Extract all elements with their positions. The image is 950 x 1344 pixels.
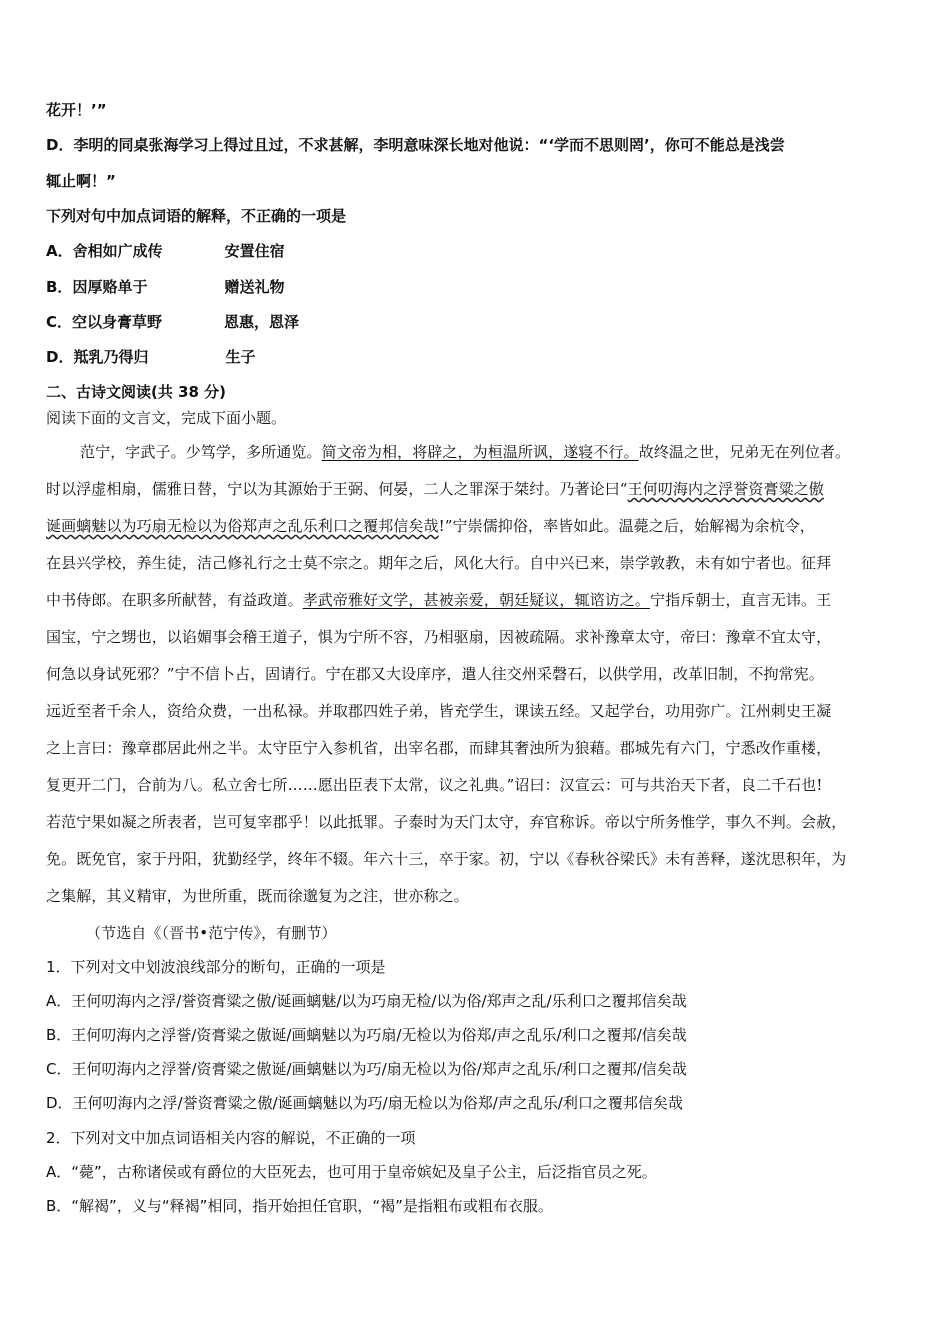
underlined-sentence: 孝武帝雅好文学，甚被亲爱，朝廷疑议，辄谘访之。 [302, 591, 651, 609]
option-label: B． [46, 278, 73, 296]
wavy-underlined-text: 王何叨海内之浮誉资膏粱之傲 [627, 480, 824, 498]
passage-text: 故终温之世，兄弟无在列位者。 [638, 443, 851, 461]
passage-line-11: 若范宁果如凝之所表者，岂可复宰郡乎！以此抵罪。子泰时为天门太守，弃官称诉。帝以宁所务惟学，事久不判。会赦， [46, 813, 847, 831]
passage-line-4: 在县兴学校，养生徒，洁己修礼行之士莫不宗之。期年之后，风化大行。自中兴已来，崇学敦教，未有如宁者也。征拜 [46, 554, 832, 572]
section-intro: 阅读下面的文言文，完成下面小题。 [46, 409, 287, 427]
q1-option-c: C．王何叨海内之浮誉/资膏粱之傲诞/画螭魅以为巧/扇无检以为俗/郑声之乱乐/利口之覆邦/信矣哉 [46, 1060, 687, 1078]
passage-line-2 [46, 479, 824, 499]
passage-text: 中书侍郎。在职多所献替，有益政道。 [46, 591, 303, 609]
wavy-underlined-text: 诞画螭魅以为巧扇无检以为俗郑声之乱乐利口之覆邦信矣哉 [46, 517, 439, 535]
passage-line-5 [46, 590, 831, 610]
passage-line-9: 之上言曰：豫章郡居此州之半。太守臣宁入参机省，出宰名郡，而肆其奢浊所为狼藉。郡城先有六门，宁悉改作重楼， [46, 739, 832, 757]
passage-line-1 [80, 442, 850, 462]
q1-stem: 1．下列对文中划波浪线部分的断句，正确的一项是 [46, 958, 386, 976]
section-heading: 二、古诗文阅读(共 38 分) [46, 383, 227, 401]
passage-line-12: 免。既免官，家于丹阳，犹勤经学，终年不辍。年六十三，卒于家。初，宁以《春秋谷梁氏》未有善释，遂沈思积年，为 [46, 850, 847, 868]
passage-text: 时以浮虚相扇，儒雅日替，宁以为其源始于王弼、何晏，二人之罪深于桀纣。乃著论曰“ [46, 480, 628, 498]
underlined-sentence: 简文帝为相，将辟之，为桓温所讽，遂寝不行。 [321, 443, 639, 461]
option-d [46, 347, 255, 367]
passage-line-10: 复更开二门，合前为八。私立舍七所……愿出臣表下太常，议之礼典。”诏曰：汉宣云：可与共治天下者，良二千石也! [46, 776, 823, 794]
option-phrase: 因厚赂单于 [72, 278, 148, 296]
option-phrase: 舍相如广成传 [72, 242, 163, 260]
prev-option-d-cont: 辄止啊！” [46, 172, 116, 190]
prev-option-d-line: D．李明的同桌张海学习上得过且过，不求甚解，李明意味深长地对他说：“‘学而不思则罔’，你可不能总是浅尝 [46, 136, 785, 154]
option-c [46, 312, 299, 332]
option-b [46, 277, 284, 297]
q2-option-b: B．“解褐”，义与“释褐”相同，指开始担任官职，“褐”是指粗布或粗布衣服。 [46, 1197, 553, 1215]
prev-answer-tail: 花开！’” [46, 101, 107, 119]
q1-option-d: D．王何叨海内之浮/誉资膏粱之傲/诞画螭魅以为巧/扇无检以为俗郑/声之乱乐/利口之覆邦信矣哉 [46, 1094, 683, 1112]
passage-line-13: 之集解，其义精审，为世所重，既而徐邈复为之注，世亦称之。 [46, 887, 469, 905]
option-a [46, 241, 285, 261]
option-phrase: 空以身膏草野 [72, 313, 163, 331]
option-meaning: 安置住宿 [224, 242, 285, 260]
passage-line-6: 国宝，宁之甥也，以谄媚事会稽王道子，惧为宁所不容，乃相驱扇，因被疏隔。求补豫章太守，帝曰：豫章不宜太守， [46, 628, 832, 646]
passage-source: （节选自《（晋书•范宁传》，有删节） [86, 924, 337, 942]
q2-option-a: A．“薨”，古称诸侯或有爵位的大臣死去，也可用于皇帝嫔妃及皇子公主，后泛指官员之死。 [46, 1163, 657, 1181]
passage-text: 范宁，字武子。少笃学，多所通览。 [80, 443, 322, 461]
option-label: C． [46, 313, 73, 331]
passage-line-3 [46, 516, 815, 536]
q1-option-a: A．王何叨海内之浮/誉资膏粱之傲/诞画螭魅/以为巧扇无检/以为俗/郑声之乱/乐利口之覆邦信矣哉 [46, 992, 687, 1010]
question-stem: 下列对句中加点词语的解释，不正确的一项是 [46, 207, 347, 225]
option-label: D． [46, 348, 74, 366]
passage-line-8: 远近至者千余人，资给众费，一出私禄。并取郡四姓子弟，皆充学生，课读五经。又起学台，功用弥广。江州刺史王凝 [46, 702, 832, 720]
option-meaning: 生子 [225, 348, 256, 366]
option-phrase: 羝乳乃得归 [73, 348, 149, 366]
passage-line-7: 何急以身试死邪？”宁不信卜占，固请行。宁在郡又大设庠序，遣人往交州采磬石，以供学用，改革旧制，不拘常宪。 [46, 665, 824, 683]
q2-stem: 2．下列对文中加点词语相关内容的解说，不正确的一项 [46, 1129, 416, 1147]
option-label: A． [46, 242, 73, 260]
option-meaning: 赠送礼物 [224, 278, 285, 296]
option-meaning: 恩惠，恩泽 [224, 313, 300, 331]
passage-text: 宁指斥朝士，直言无讳。王 [650, 591, 832, 609]
passage-text: !”宁崇儒抑俗，率皆如此。温薨之后，始解褐为余杭令， [438, 517, 815, 535]
q1-option-b: B．王何叨海内之浮誉/资膏粱之傲诞/画螭魅以为巧扇/无检以为俗郑/声之乱乐/利口之覆邦/信矣哉 [46, 1026, 687, 1044]
